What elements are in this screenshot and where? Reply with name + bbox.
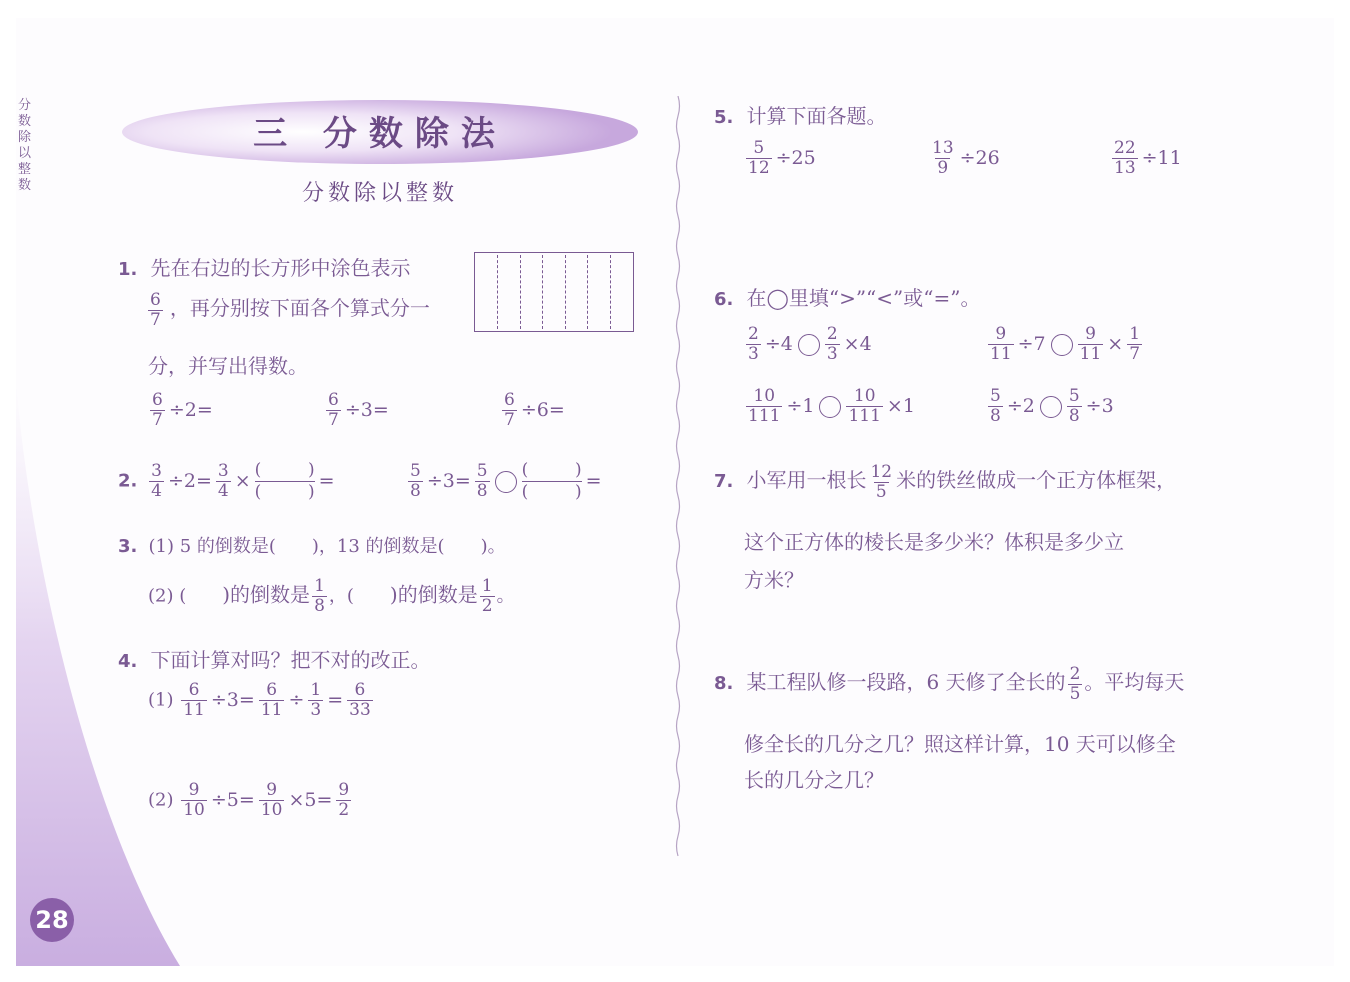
question-3-line1: 3. (1) 5 的倒数是( )，13 的倒数是( )。	[118, 536, 506, 557]
question-3-line2: (2) ( )的倒数是 $\frac{1}{8}$ ，( )的倒数是 $\frac{1}{2}$ 。	[148, 576, 515, 616]
question-8-line2: 修全长的几分之几？照这样计算，10 天可以修全	[744, 732, 1176, 756]
blank-fraction[interactable]: ( ) ( )	[521, 460, 582, 502]
page-number-badge: 28	[30, 898, 74, 942]
compare-circle[interactable]	[798, 334, 820, 356]
compare-circle[interactable]	[819, 396, 841, 418]
question-7-line3: 方米？	[744, 568, 804, 592]
question-7-line1: 7. 小军用一根长 $\frac{12}{5}$ 米的铁丝做成一个正方体框架，	[714, 462, 1177, 502]
question-1-line2	[146, 292, 430, 329]
question-5-line1	[714, 100, 886, 129]
q6-row2-b: $\frac{5}{8}$ ÷2 $\frac{5}{8}$ ÷3	[990, 386, 1114, 426]
q1-item-3: $\frac{6}{7}$ ÷6=	[504, 390, 565, 430]
question-number: 5.	[714, 107, 734, 128]
question-8-line1: 8. 某工程队修一段路，6 天修了全长的 $\frac{2}{5}$ 。平均每天	[714, 664, 1185, 704]
compare-circle[interactable]	[1040, 396, 1062, 418]
question-8-line3: 长的几分之几？	[744, 768, 884, 792]
question-number: 2.	[118, 470, 138, 492]
question-4-line1	[118, 644, 430, 673]
question-text: 分，并写出得数。	[148, 354, 308, 378]
q6-row1-b: $\frac{9}{11}$ ÷7 $\frac{9}{11}$ × $\frac{1}{7}$	[990, 324, 1141, 364]
page-divider	[672, 96, 684, 866]
compare-circle[interactable]	[495, 471, 517, 493]
question-2-b: $\frac{5}{8}$ ÷3= $\frac{5}{8}$ ( ) ( ) =	[410, 460, 602, 502]
question-text: 计算下面各题。	[746, 104, 887, 128]
q5-item-1: $\frac{5}{12}$ ÷25	[748, 138, 816, 178]
q6-row1-a: $\frac{2}{3}$ ÷4 $\frac{2}{3}$ ×4	[748, 324, 872, 364]
question-1-line3	[148, 350, 308, 379]
compare-circle[interactable]	[1051, 334, 1073, 356]
question-text: 先在右边的长方形中涂色表示	[150, 256, 411, 280]
question-6-line1	[714, 282, 980, 311]
question-2-a: 2. $\frac{3}{4}$ ÷2= $\frac{3}{4}$ × ( ) ( ) =	[118, 460, 335, 502]
question-number: 1.	[118, 259, 138, 280]
side-chapter-label: 分数除以整数	[18, 98, 32, 193]
question-text: ，再分别按下面各个算式分一	[169, 296, 430, 320]
page-title: 三 分数除法	[253, 114, 507, 154]
question-text: 在◯里填“>”“<”或“=”。	[746, 286, 981, 310]
question-4-part-1: (1) $\frac{6}{11}$ ÷3= $\frac{6}{11}$ ÷ $\frac{1}{3}$ = $\frac{6}{33}$	[148, 680, 371, 720]
question-1-line1	[118, 252, 410, 281]
question-text: 下面计算对吗？把不对的改正。	[150, 648, 431, 672]
rectangle-to-shade[interactable]	[474, 252, 634, 332]
question-4-part-2: (2) $\frac{9}{10}$ ÷5= $\frac{9}{10}$ ×5= $\frac{9}{2}$	[148, 780, 350, 820]
q1-item-1: $\frac{6}{7}$ ÷2=	[152, 390, 213, 430]
fraction: $\frac{6}{7}$	[150, 290, 161, 330]
q5-item-2: $\frac{13}{9}$ ÷26	[932, 138, 1000, 178]
question-7-line2: 这个正方体的棱长是多少米？体积是多少立	[744, 530, 1124, 554]
question-number: 3.	[118, 536, 138, 557]
question-number: 7.	[714, 471, 734, 492]
q1-item-2: $\frac{6}{7}$ ÷3=	[328, 390, 389, 430]
q6-row2-a: $\frac{10}{111}$ ÷1 $\frac{10}{111}$ ×1	[748, 386, 915, 426]
question-number: 4.	[118, 651, 138, 672]
question-number: 6.	[714, 289, 734, 310]
question-number: 8.	[714, 673, 734, 694]
q5-item-3: $\frac{22}{13}$ ÷11	[1114, 138, 1182, 178]
section-subtitle: 分数除以整数	[301, 181, 458, 206]
blank-fraction[interactable]: ( ) ( )	[254, 460, 315, 502]
